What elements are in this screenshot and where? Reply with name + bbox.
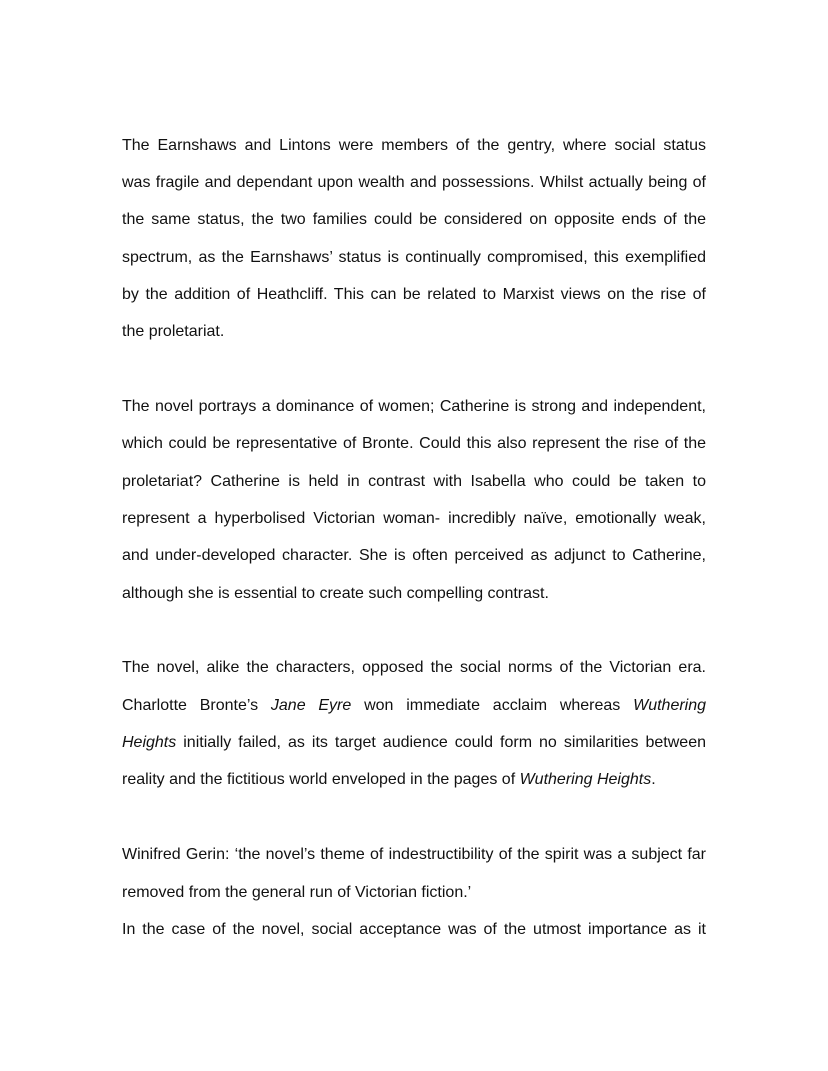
- body-text: The novel, alike the characters, opposed the social norms of the Victorian era.: [122, 659, 706, 677]
- paragraph-2-line: [122, 388, 706, 425]
- paragraph-2-line: [122, 500, 706, 537]
- body-text: by the addition of Heathcliff. This can be related to Marxist views on the rise of: [122, 285, 706, 303]
- body-text: represent a hyperbolised Victorian woman- incredibly naïve, emotionally weak,: [122, 510, 706, 527]
- paragraph-5-line: [122, 911, 706, 948]
- body-text: won immediate acclaim whereas: [351, 696, 634, 714]
- paragraph-1-line: [122, 313, 706, 350]
- body-text: proletariat? Catherine is held in contrast with Isabella who could be taken to: [122, 472, 706, 490]
- body-text: initially failed, as its target audience could form no similarities between: [176, 734, 706, 752]
- body-text: spectrum, as the Earnshaws’ status is continually compromised, this exemplified: [122, 248, 706, 266]
- paragraph-1-line: [122, 201, 706, 238]
- paragraph-3-line: [122, 649, 706, 686]
- paragraph-2-line: [122, 575, 706, 612]
- body-text: Winifred Gerin: ‘the novel’s theme of indestructibility of the spirit was a subject far: [122, 846, 706, 864]
- paragraph-4-line: [122, 874, 706, 911]
- body-text: removed from the general run of Victorian fiction.’: [122, 883, 472, 901]
- body-text: and under-developed character. She is often perceived as adjunct to Catherine,: [122, 547, 706, 565]
- body-text: although she is essential to create such compelling contrast.: [122, 584, 549, 602]
- paragraph-4-line: [122, 836, 706, 873]
- paragraph-3-line: [122, 761, 706, 798]
- paragraph-1-line: [122, 276, 706, 313]
- paragraph-2-line: [122, 537, 706, 574]
- paragraph-2-line: [122, 425, 706, 462]
- body-text: The novel portrays a dominance of women; Catherine is strong and independent,: [122, 397, 706, 415]
- paragraph-1-line: [122, 164, 706, 201]
- body-text: reality and the fictitious world enveloped in the pages of: [122, 771, 520, 789]
- body-text: was fragile and dependant upon wealth and possessions. Whilst actually being of: [122, 173, 706, 191]
- paragraph-2-line: [122, 463, 706, 500]
- body-text: Charlotte Bronte’s: [122, 696, 271, 714]
- paragraph-3-line: [122, 724, 706, 761]
- italic-title-text: Jane Eyre: [270, 696, 352, 714]
- body-text: which could be representative of Bronte. Could this also represent the rise of the: [122, 435, 706, 453]
- paragraph-1-line: [122, 127, 706, 164]
- body-text: the same status, the two families could be considered on opposite ends of the: [122, 211, 706, 229]
- italic-title-text: Heights: [122, 734, 177, 752]
- italic-title-text: Wuthering: [633, 696, 707, 714]
- body-text: .: [651, 771, 656, 789]
- body-text: the proletariat.: [122, 323, 225, 341]
- italic-title-text: Wuthering Heights: [519, 771, 652, 789]
- body-text: In the case of the novel, social acceptance was of the utmost importance as it: [122, 920, 706, 938]
- paragraph-3-line: [122, 687, 706, 724]
- body-text: The Earnshaws and Lintons were members of the gentry, where social status: [122, 136, 706, 154]
- paragraph-1-line: [122, 239, 706, 276]
